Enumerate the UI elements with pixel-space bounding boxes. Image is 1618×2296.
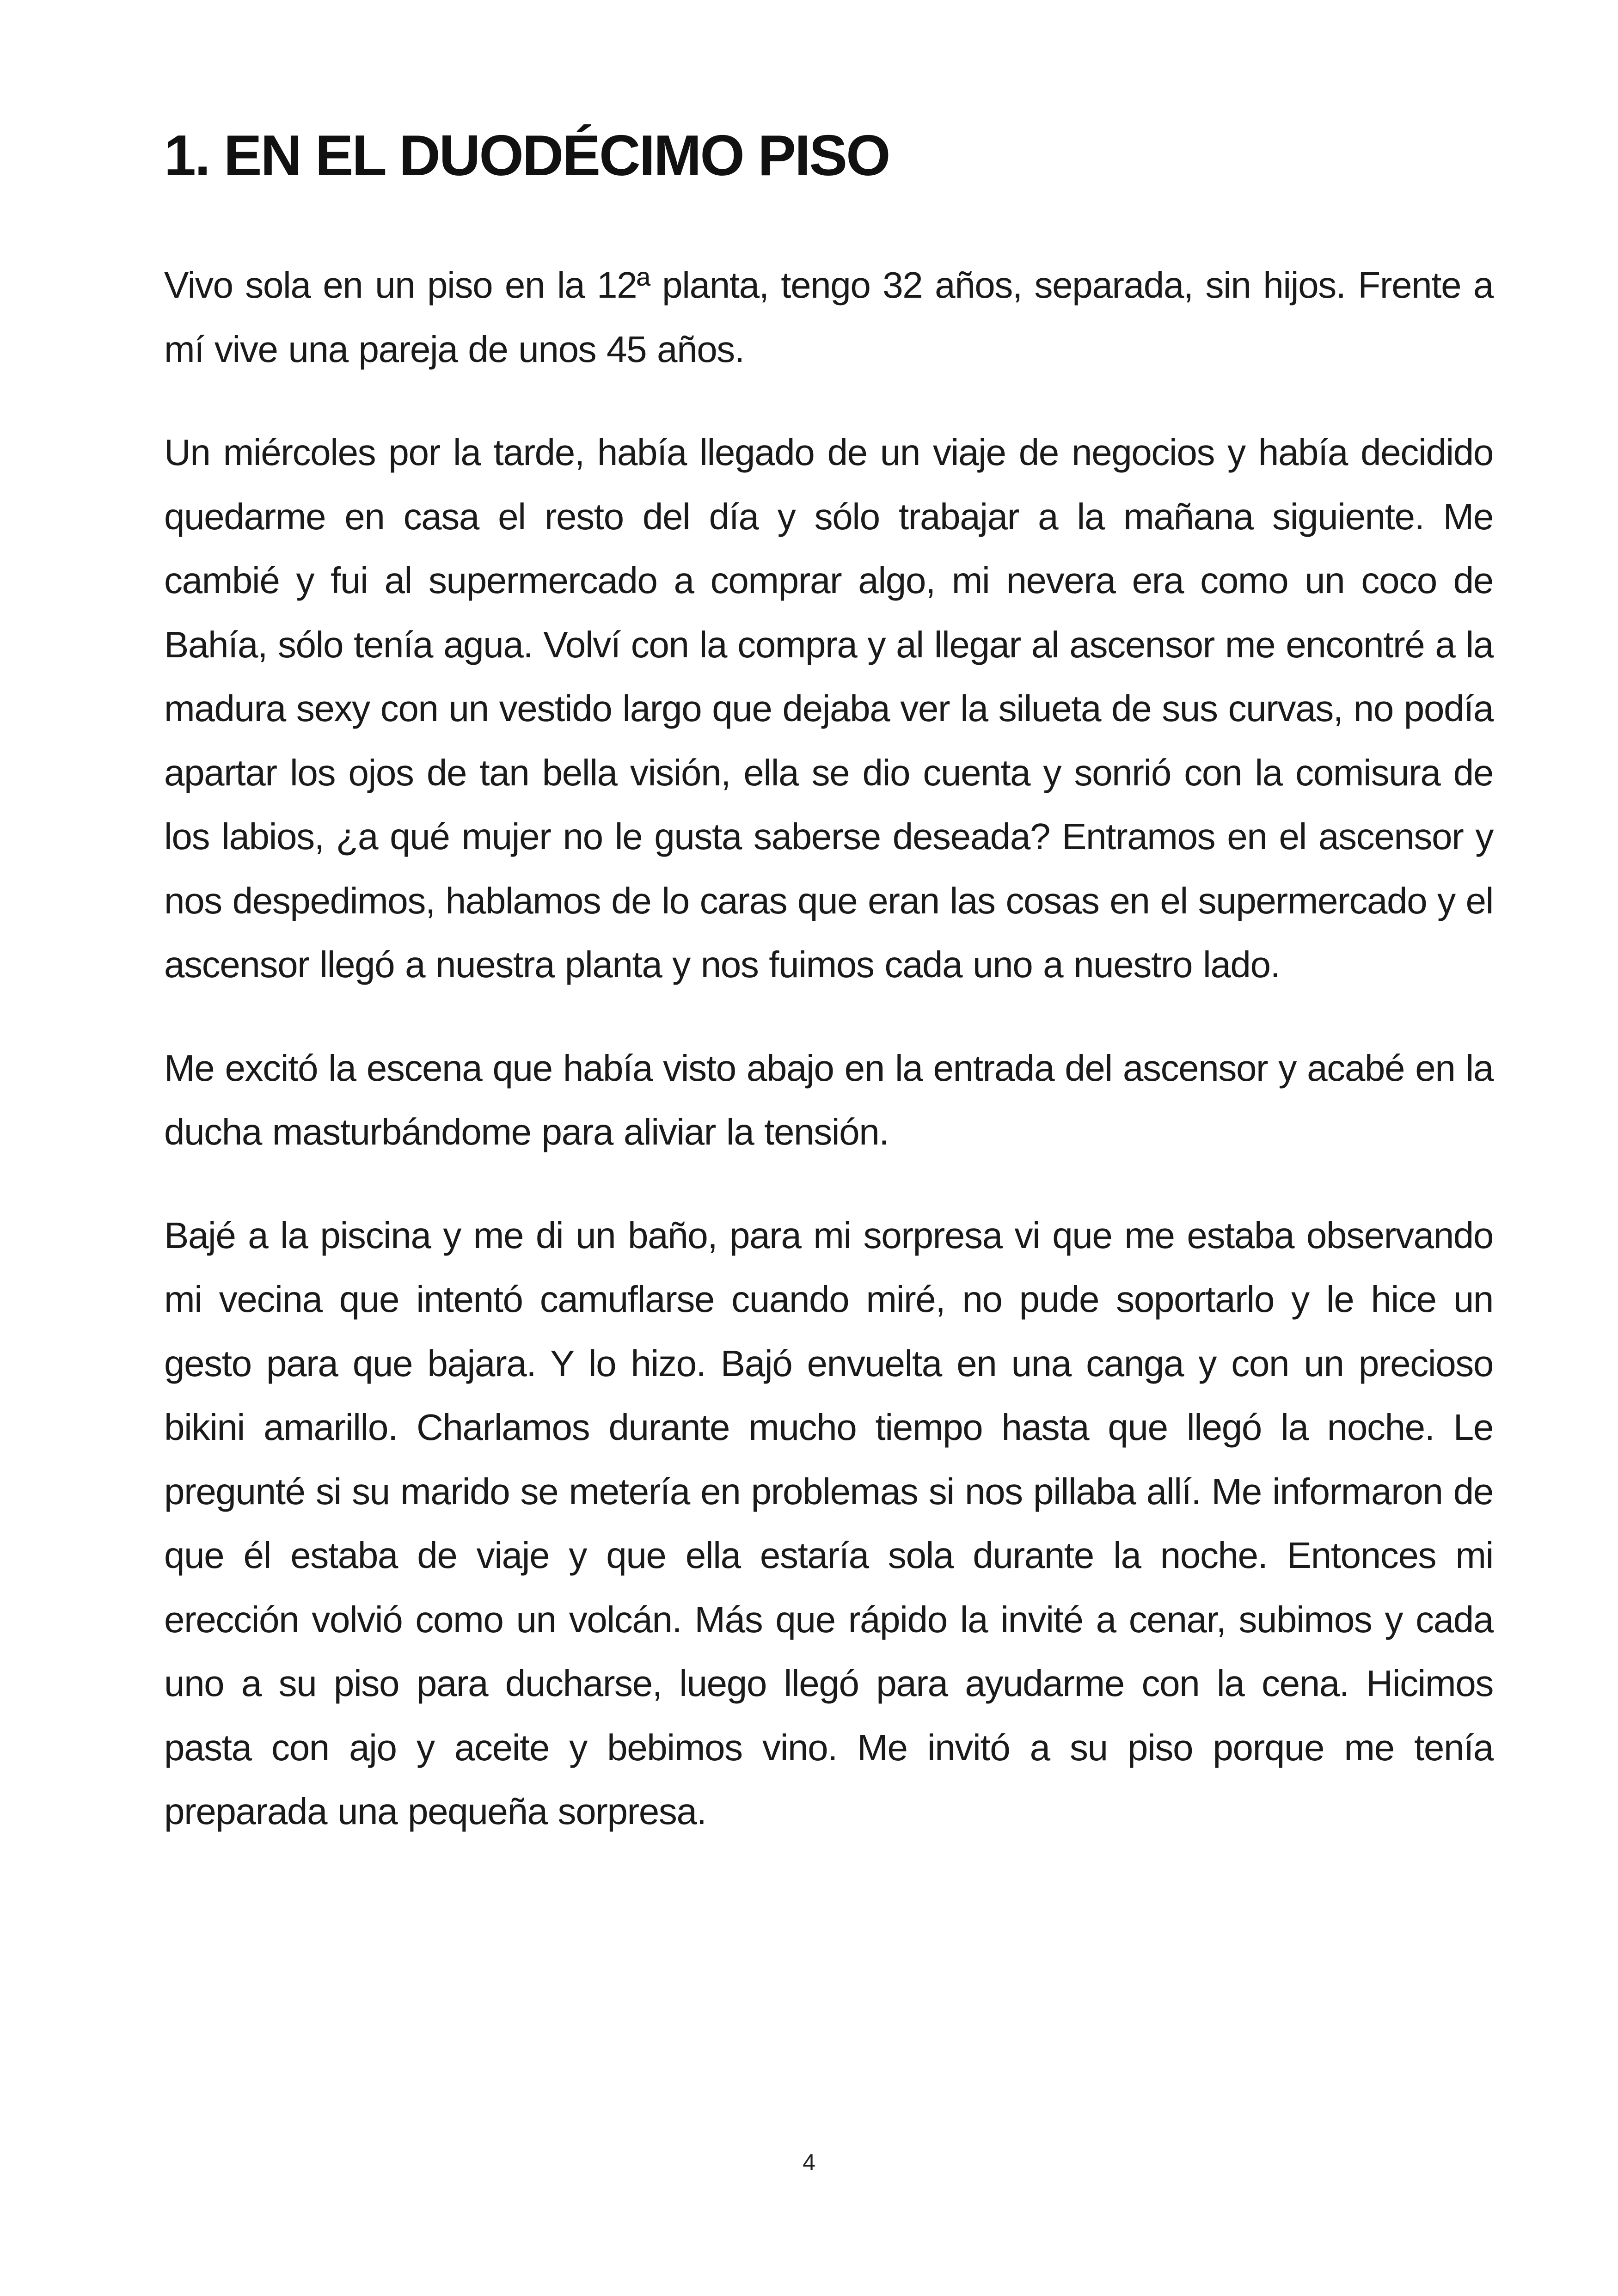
paragraph: Un miércoles por la tarde, había llegado de un viaje de negocios y había decidido quedarme en casa el resto del día y sólo trabajar a la mañana siguiente. Me cambié y fui al supermercado a comprar algo, mi nevera era como un coco de Bahía, sólo tenía agua. Volví con la compra y al llegar al ascensor me encontré a la madura sexy con un vestido largo que dejaba ver la silueta de sus curvas, no podía apartar los ojos de tan bella visión, ella se dio cuenta y sonrió con la comisura de los labios, ¿a qué mujer no le gusta saberse deseada? Entramos en el ascensor y nos despedimos, hablamos de lo caras que eran las cosas en el supermercado y el ascensor llegó a nuestra planta y nos fuimos cada uno a nuestro lado. [164, 432, 1493, 985]
paragraph: Vivo sola en un piso en la 12ª planta, tengo 32 años, separada, sin hijos. Frente a mí vive una pareja de unos 45 años. [164, 264, 1493, 370]
chapter-title: 1. EN EL DUODÉCIMO PISO [164, 124, 889, 188]
paragraph: Bajé a la piscina y me di un baño, para mi sorpresa vi que me estaba observando mi vecina que intentó camuflarse cuando miré, no pude soportarlo y le hice un gesto para que bajara. Y lo hizo. Bajó envuelta en una canga y con un precioso bikini amarillo. Charlamos durante mucho tiempo hasta que llegó la noche. Le pregunté si su marido se metería en problemas si nos pillaba allí. Me informaron de que él estaba de viaje y que ella estaría sola durante la noche. Entonces mi erección volvió como un volcán. Más que rápido la invité a cenar, subimos y cada uno a su piso para ducharse, luego llegó para ayudarme con la cena. Hicimos pasta con ajo y aceite y bebimos vino. Me invitó a su piso porque me tenía preparada una pequeña sorpresa. [164, 1214, 1493, 1832]
page-number: 4 [803, 2149, 815, 2175]
paragraph: Me excitó la escena que había visto abajo en la entrada del ascensor y acabé en la ducha masturbándome para aliviar la tensión. [164, 1047, 1493, 1152]
body-text [164, 253, 1493, 1883]
